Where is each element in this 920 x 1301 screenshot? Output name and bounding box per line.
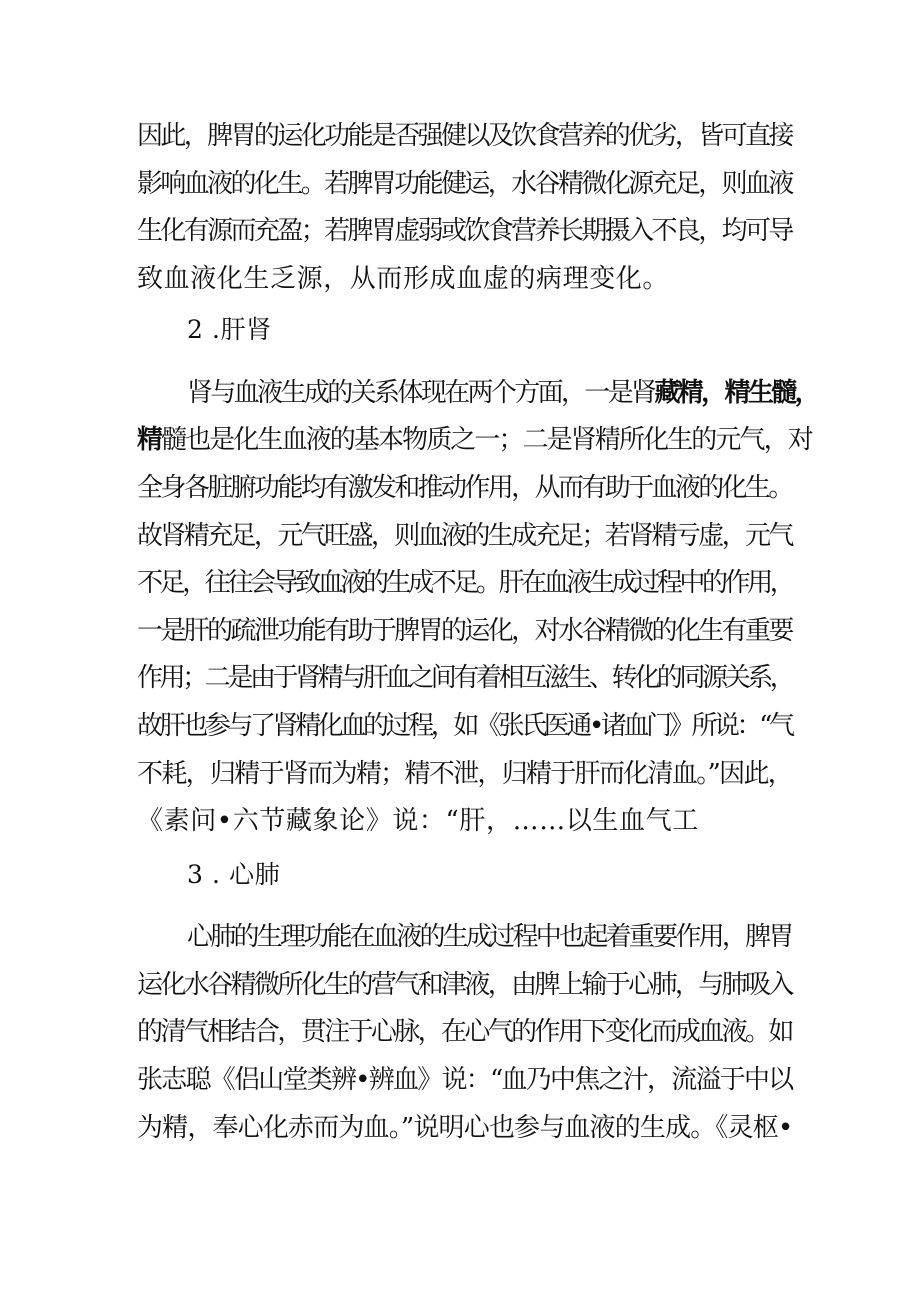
paragraph-line: 故肾精充足，元气旺盛，则血液的生成充足；若肾精亏虚，元气 xyxy=(137,521,792,551)
paragraph-line: 不足，往往会导致血液的生成不足。肝在血液生成过程中的作用， xyxy=(137,568,793,598)
section-heading-liver-kidney: 2 .肝肾 xyxy=(187,315,272,344)
paragraph-line xyxy=(187,371,818,415)
paragraph-line: 心肺的生理功能在血液的生成过程中也起着重要作用，脾胃 xyxy=(187,922,792,952)
paragraph-text: 肾与血液生成的关系体现在两个方面，一是肾 xyxy=(187,378,655,408)
paragraph-line: 不耗，归精于肾而为精；精不泄，归精于肝而化清血。”因此， xyxy=(137,759,793,789)
paragraph-line xyxy=(137,418,812,462)
bold-phrase: 精 xyxy=(137,425,162,455)
paragraph-line: 致血液化生乏源，从而形成血虚的病理变化。 xyxy=(137,264,670,294)
paragraph-line: 作用；二是由于肾精与肝血之间有着相互滋生、转化的同源关系， xyxy=(137,663,793,693)
bold-phrase: 藏精，精生髓， xyxy=(654,378,819,408)
paragraph-line: 张志聪《侣山堂类辨•辨血》说：“血乃中焦之汁，流溢于中以 xyxy=(137,1065,793,1095)
paragraph-line: 为精，奉心化赤而为血。”说明心也参与血液的生成。《灵枢• xyxy=(137,1113,793,1143)
paragraph-line: 因此，脾胃的运化功能是否强健以及饮食营养的优劣，皆可直接 xyxy=(137,121,792,151)
paragraph-line: 全身各脏腑功能均有激发和推动作用，从而有助于血液的化生。 xyxy=(137,473,792,503)
paragraph-line: 故肝也参与了肾精化血的过程，如《张氏医通•诸血门》所说：“气 xyxy=(137,711,792,741)
paragraph-line: 一是肝的疏泄功能有助于脾胃的运化，对水谷精微的化生有重要 xyxy=(137,616,792,646)
paragraph-line: 《素问•六节藏象论》说：“肝，……以生血气工 xyxy=(137,806,699,836)
paragraph-line: 的清气相结合，贯注于心脉，在心气的作用下变化而成血液。如 xyxy=(137,1017,792,1047)
paragraph-text: 髓也是化生血液的基本物质之一；二是肾精所化生的元气，对 xyxy=(161,425,812,455)
paragraph-line: 运化水谷精微所化生的营气和津液，由脾上输于心肺，与肺吸入 xyxy=(137,970,792,1000)
paragraph-line: 影响血液的化生。若脾胃功能健运，水谷精微化源充足，则血液 xyxy=(137,169,792,199)
section-heading-heart-lung: 3 . 心肺 xyxy=(187,860,281,889)
paragraph-line: 生化有源而充盈；若脾胃虚弱或饮食营养长期摄入不良，均可导 xyxy=(137,216,792,246)
